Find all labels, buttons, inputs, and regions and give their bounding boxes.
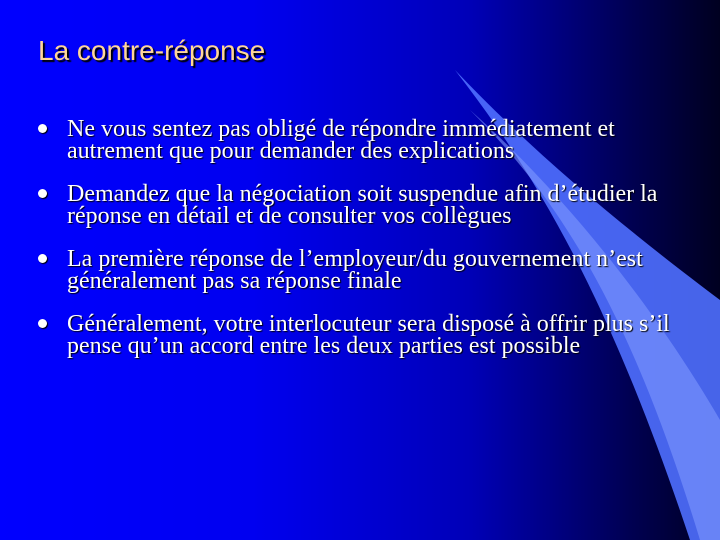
bullet-dot-icon	[38, 319, 47, 328]
bullet-text: Demandez que la négociation soit suspendue afin d’étudier la réponse en détail et de consulter vos collègues	[67, 181, 658, 229]
bullet-item	[34, 183, 684, 227]
bullet-item	[34, 313, 684, 357]
bullet-item	[34, 248, 684, 292]
bullet-dot-icon	[38, 189, 47, 198]
bullet-text: Généralement, votre interlocuteur sera disposé à offrir plus s’il pense qu’un accord entre les deux parties est possible	[67, 311, 670, 359]
bullet-item	[34, 118, 684, 162]
slide-title: La contre-réponse	[38, 35, 266, 66]
bullet-text: La première réponse de l’employeur/du gouvernement n’est généralement pas sa réponse finale	[67, 246, 643, 294]
bullet-dot-icon	[38, 254, 47, 263]
bullet-list	[34, 118, 684, 378]
bullet-dot-icon	[38, 124, 47, 133]
bullet-text: Ne vous sentez pas obligé de répondre immédiatement et autrement que pour demander des explications	[67, 116, 615, 164]
